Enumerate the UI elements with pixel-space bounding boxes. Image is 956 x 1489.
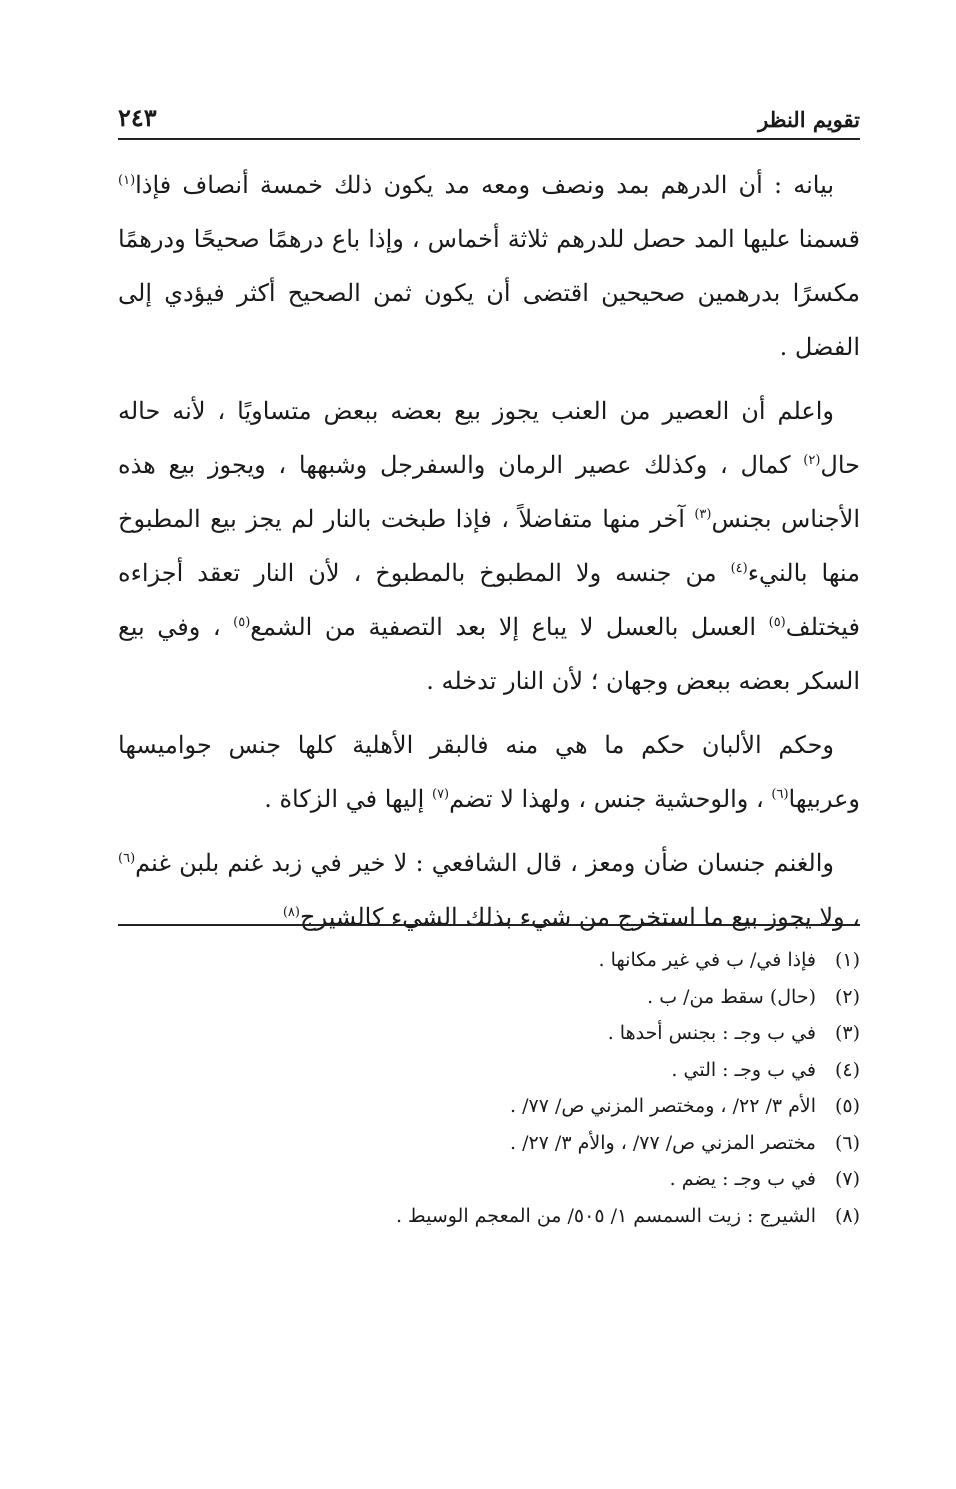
footnote-marker: (٦) <box>771 787 789 802</box>
footnote-marker: (٨) <box>282 905 300 920</box>
text-run: بيانه : أن الدرهم بمد ونصف ومعه مد يكون ذلك خمسة أنصاف فإذا <box>135 171 834 199</box>
footnote-marker: (٢) <box>803 453 821 468</box>
paragraph-2 <box>118 384 860 708</box>
footnote-text: الشيرج : زيت السمسم ١/ ٥٠٥/ من المعجم الوسيط . <box>395 1204 816 1227</box>
header-rule <box>118 138 860 140</box>
footnote-number: (١) <box>834 949 860 971</box>
text-run: كمال ، وكذلك عصير الرمان والسفرجل وشبهها ، ويجوز بيع هذه الأجناس بجنس <box>118 451 860 533</box>
footnote-number: (٨) <box>834 1204 860 1227</box>
footnote-separator <box>118 924 860 926</box>
footnote-text: في ب وجـ : بجنس أحدها . <box>607 1022 816 1044</box>
text-run: من جنسه ولا المطبوخ بالمطبوخ ، لأن النار تعقد أجزاءه فيختلف <box>118 559 860 641</box>
footnote-item <box>118 1052 860 1089</box>
page-header <box>118 92 860 132</box>
footnote-marker: (٦) <box>118 851 136 866</box>
footnote-marker: (٧) <box>431 787 450 802</box>
text-run: ، والوحشية جنس ، ولهذا لا تضم <box>449 785 772 813</box>
main-text <box>118 158 860 954</box>
text-run: ، ولا يجوز بيع ما استخرج من شيء بذلك الشيء كالشيرج <box>299 903 860 931</box>
text-run: العسل بالعسل لا يباع إلا بعد التصفية من الشمع <box>250 613 769 641</box>
footnote-number: (٢) <box>834 985 860 1008</box>
footnote-marker: (٣) <box>694 507 712 522</box>
footnote-number: (٤) <box>834 1058 860 1081</box>
text-run: إليها في الزكاة . <box>264 785 432 813</box>
footnote-text: (حال) سقط من/ ب . <box>647 985 816 1008</box>
footnote-marker: (٥) <box>233 615 251 630</box>
footnote-item <box>118 1125 860 1162</box>
footnote-number: (٣) <box>834 1022 860 1044</box>
footnote-item <box>118 979 860 1016</box>
page-number: ٢٤٣ <box>118 103 157 132</box>
footnote-marker: (٤) <box>730 561 748 576</box>
footnote-marker: (٥) <box>768 615 786 630</box>
text-run: وحكم الألبان حكم ما هي منه فالبقر الأهلية كلها جنس جواميسها وعربيها <box>118 731 860 813</box>
text-run: واعلم أن العصير من العنب يجوز بيع بعضه ببعض متساويًا ، لأنه حاله حال <box>118 397 860 479</box>
footnotes-list <box>118 942 860 1234</box>
footnote-text: فإذا في/ ب في غير مكانها . <box>598 949 816 971</box>
footnote-number: (٥) <box>834 1095 860 1117</box>
text-run: قسمنا عليها المد حصل للدرهم ثلاثة أخماس ، وإذا باع درهمًا صحيحًا ودرهمًا مكسرًا بدرهمين صحيحين اقتضى أن يكون ثمن الصحيح أكثر فيؤدي إلى الفضل . <box>118 225 860 361</box>
running-title: تقويم النظر <box>758 107 860 132</box>
footnote-text: الأم ٣/ ٢٢/ ، ومختصر المزني ص/ ٧٧/ . <box>510 1095 816 1117</box>
footnote-number: (٧) <box>834 1168 860 1190</box>
text-run: ، وفي بيع السكر بعضه ببعض وجهان ؛ لأن النار تدخله . <box>118 613 860 695</box>
text-run: آخر منها متفاضلاً ، فإذا طبخت بالنار لم يجز بيع المطبوخ منها بالنيء <box>118 505 860 587</box>
footnote-item <box>118 1198 860 1235</box>
footnote-item <box>118 1088 860 1125</box>
footnote-text: مختصر المزني ص/ ٧٧/ ، والأم ٣/ ٢٧/ . <box>509 1131 816 1154</box>
footnote-marker: (١) <box>118 173 136 188</box>
footnote-text: في ب وجـ : التي . <box>671 1058 816 1081</box>
text-run: والغنم جنسان ضأن ومعز ، قال الشافعي : لا خير في زبد غنم بلبن غنم <box>135 849 834 877</box>
footnote-text: في ب وجـ : يضم . <box>669 1168 816 1190</box>
footnote-number: (٦) <box>834 1131 860 1154</box>
paragraph-3 <box>118 718 860 826</box>
paragraph-4 <box>118 836 860 944</box>
footnote-item <box>118 942 860 979</box>
paragraph-1 <box>118 158 860 374</box>
footnote-item <box>118 1161 860 1198</box>
footnote-item <box>118 1015 860 1052</box>
